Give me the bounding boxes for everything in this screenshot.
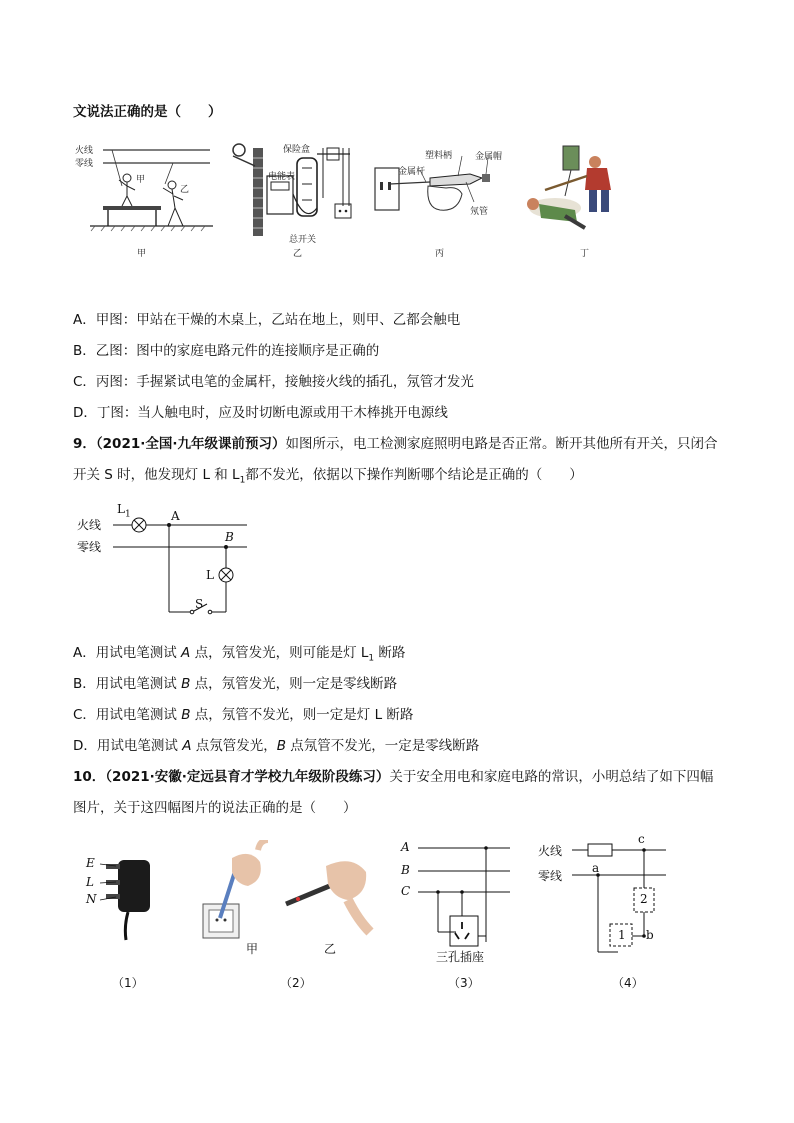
plastic-handle-label: 塑料柄	[425, 151, 453, 161]
q9-opt-b-post: 点，氖管发光，则一定是零线断路	[190, 676, 398, 692]
fig2-jia-label: 甲	[246, 942, 259, 956]
caption-yi: 乙	[293, 249, 303, 259]
three-hole-socket-wiring-svg	[398, 836, 518, 966]
q9-opt-c-point: B	[181, 707, 191, 723]
person-jia-label: 甲	[136, 175, 146, 185]
q8-figure-jia	[75, 138, 215, 248]
q9-opt-d-point2: B	[276, 738, 286, 754]
q9-opt-b-pre: B．用试电笔测试	[73, 676, 182, 692]
q9-opt-d-point: A	[182, 738, 192, 754]
q9-stem-text2b: 都不发光，依据以下操作判断哪个结论是正确的（ ）	[245, 467, 583, 483]
q9-switch-s-label: S	[195, 597, 204, 611]
q9-opt-d-post: 点氖管不发光，一定是零线断路	[286, 738, 480, 754]
q9-source: （2021·全国·九年级课前预习）	[95, 436, 286, 452]
fig4-a-label: a	[592, 861, 600, 875]
q10-caption-2: （2）	[280, 976, 312, 990]
q9-opt-a-sub: 1	[368, 653, 375, 664]
q9-option-a	[73, 643, 405, 669]
q9-l1-sub: 1	[124, 509, 131, 520]
caption-ding: 丁	[580, 249, 590, 259]
person-yi-label: 乙	[180, 185, 190, 195]
q9-lamp-l-label: L	[206, 568, 214, 582]
fig4-box1-label: 1	[618, 928, 626, 942]
lighting-circuit-svg	[75, 500, 255, 620]
q10-figure-1-plug	[80, 850, 170, 945]
caption-jia: 甲	[137, 249, 147, 259]
q9-option-d	[73, 736, 479, 756]
q9-stem-line1	[73, 434, 718, 454]
q8-option-b: B．乙图：图中的家庭电路元件的连接顺序是正确的	[73, 343, 380, 359]
main-switch-label: 总开关	[289, 235, 317, 245]
q10-caption-3: （3）	[448, 976, 480, 990]
neon-tube-label: 氖管	[470, 207, 489, 217]
meter-label: 电能表	[268, 172, 296, 182]
q9-option-c	[73, 705, 413, 725]
q8-figure-yi	[225, 138, 365, 248]
fig3-a-label: A	[401, 840, 410, 854]
test-pen-usage-svg	[198, 840, 378, 960]
q10-figure-2-test-pens	[198, 840, 378, 960]
fig4-box2-label: 2	[640, 892, 648, 906]
q9-stem-line2	[73, 465, 583, 491]
fig4-live-label: 火线	[538, 844, 563, 858]
q10-figure-4-circuit	[538, 832, 678, 957]
q10-caption-1: （1）	[112, 976, 144, 990]
fig3-socket-label: 三孔插座	[436, 950, 485, 964]
q10-number: 10．	[73, 769, 106, 785]
fig2-yi-label: 乙	[324, 942, 337, 956]
q9-opt-b-point: B	[181, 676, 191, 692]
q9-circuit-diagram	[75, 500, 255, 620]
q9-stem-text1: 如图所示，电工检测家庭照明电路是否正常。断开其他所有开关，只闭合	[285, 436, 718, 452]
q9-point-a-label: A	[171, 509, 180, 523]
q9-neutral-label: 零线	[77, 540, 102, 554]
q9-live-label: 火线	[77, 518, 102, 532]
q9-point-b-label: B	[225, 530, 234, 544]
plug-e-label: E	[86, 856, 95, 870]
q8-figure-ding	[515, 138, 635, 248]
fig4-neutral-label: 零线	[538, 869, 563, 883]
q10-figure-3-socket	[398, 836, 518, 966]
q9-lamp-l1-label	[117, 502, 131, 519]
metal-rod-label: 金属杆	[398, 167, 426, 177]
electric-shock-rescue-illustration	[515, 138, 635, 248]
q9-opt-a-post: 点，氖管发光，则可能是灯 L	[190, 645, 369, 661]
plug-n-label: N	[86, 892, 97, 906]
q10-stem-line2: 图片，关于这四幅图片的说法正确的是（ ）	[73, 800, 357, 816]
q9-opt-d-mid: 点氖管发光，	[191, 738, 277, 754]
q10-caption-4: （4）	[612, 976, 644, 990]
q9-opt-c-pre: C．用试电笔测试	[73, 707, 182, 723]
q8-option-c: C．丙图：手握紧试电笔的金属杆，接触接火线的插孔，氖管才发光	[73, 374, 474, 390]
fig4-b-label: b	[646, 928, 654, 942]
q9-opt-a-point: A	[181, 645, 191, 661]
metal-cap-label: 金属帽	[475, 152, 503, 162]
neutral-wire-label: 零线	[75, 159, 94, 169]
q10-stem-text1: 关于安全用电和家庭电路的常识，小明总结了如下四幅	[389, 769, 714, 785]
q9-stem-text2a: 开关 S 时，他发现灯 L 和 L	[73, 467, 240, 483]
q9-number: 9．	[73, 436, 96, 452]
q9-opt-a-end: 断路	[374, 645, 406, 661]
q8-figure-bing	[370, 138, 510, 248]
q10-stem-line1	[73, 767, 713, 787]
fuse-box-label: 保险盒	[283, 145, 311, 155]
fig3-c-label: C	[401, 884, 411, 898]
q9-opt-c-post: 点，氖管不发光，则一定是灯 L 断路	[190, 707, 414, 723]
fig3-b-label: B	[401, 863, 410, 877]
q10-source: （2021·安徽·定远县育才学校九年级阶段练习）	[105, 769, 390, 785]
live-wire-label: 火线	[75, 146, 94, 156]
q8-intro: 文说法正确的是（ ）	[73, 104, 222, 120]
fig4-c-label: c	[638, 832, 645, 846]
plug-l-label: L	[86, 875, 94, 889]
q8-option-a: A．甲图：甲站在干燥的木桌上，乙站在地上，则甲、乙都会触电	[73, 312, 461, 328]
power-lines-illustration	[75, 138, 215, 248]
q9-opt-d-pre: D．用试电笔测试	[73, 738, 183, 754]
q9-stem-sub: 1	[239, 475, 246, 486]
q9-option-b	[73, 674, 397, 694]
caption-bing: 丙	[435, 249, 445, 259]
q8-option-d: D．丁图：当人触电时，应及时切断电源或用干木棒挑开电源线	[73, 405, 448, 421]
q9-opt-a-pre: A．用试电笔测试	[73, 645, 182, 661]
q9-l1-text: L	[117, 502, 125, 516]
